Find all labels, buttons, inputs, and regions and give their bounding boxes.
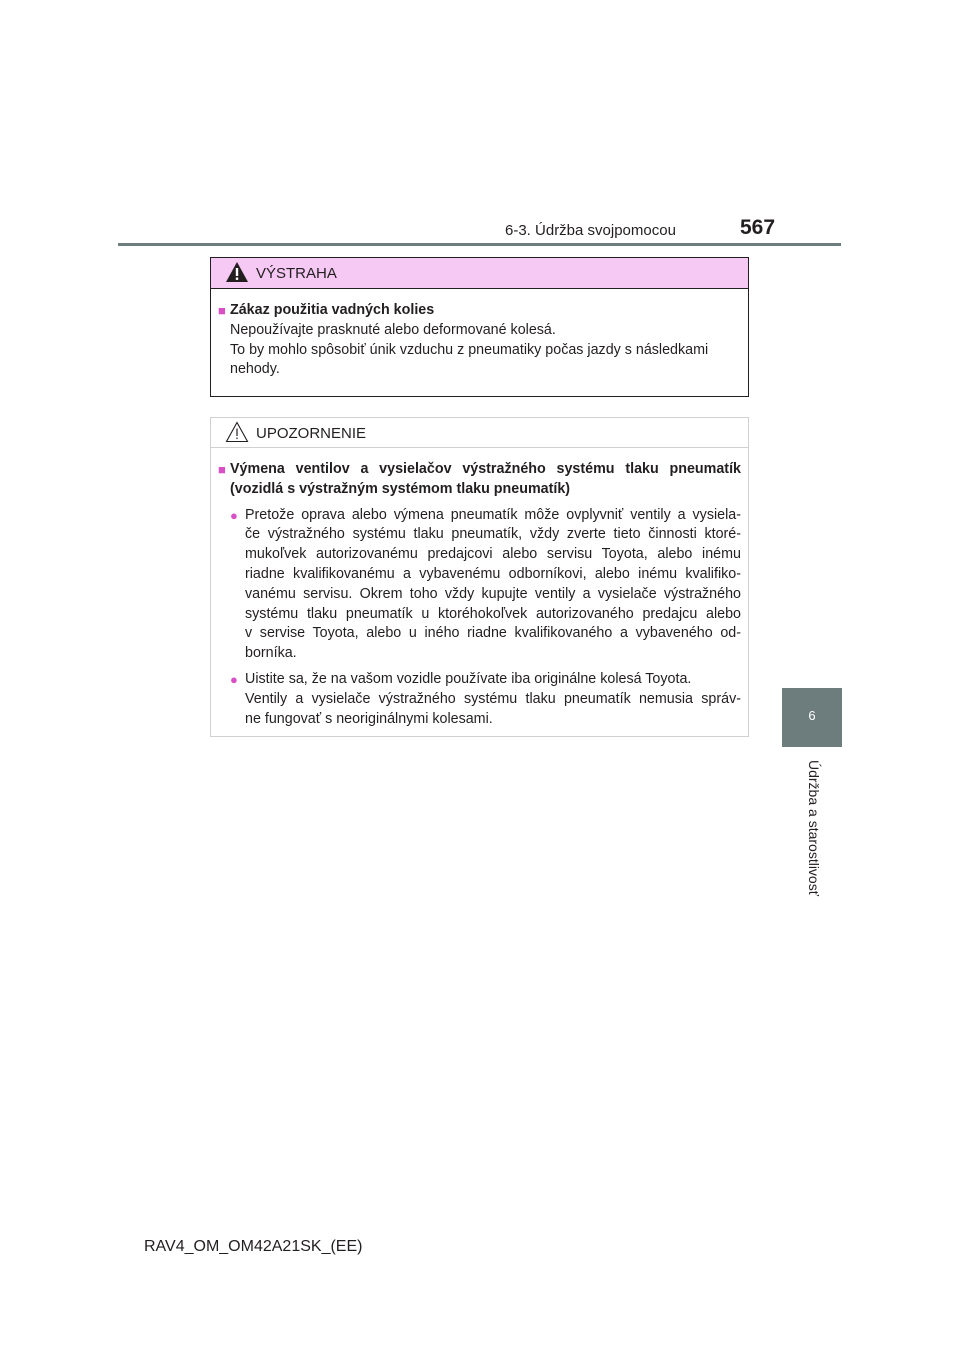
bullet-line: Ventily a vysielače výstražného systému tlaku pneumatík nemusia správ- [245,690,741,707]
page-number: 567 [740,216,776,239]
warning-line: nehody. [230,361,280,378]
bullet-line: Uistite sa, že na vašom vozidle používate iba originálne kolesá Toyota. [245,670,692,687]
warning-heading [218,301,741,321]
warning-heading-text: Zákaz použitia vadných kolies [230,302,435,318]
caution-bullet-1 [218,506,741,664]
caution-title: UPOZORNENIE [256,425,367,442]
bullet-line: v servise Toyota, alebo u iného riadne kvalifikovaného a vybaveného od- [245,625,741,642]
bullet-line: systému tlaku pneumatík u ktoréhokoľvek autorizovaného predajcu alebo [245,605,741,622]
warning-box [210,257,749,397]
warning-triangle-icon [225,261,249,283]
square-bullet-icon: ■ [218,303,226,318]
bullet-line: mukoľvek autorizovanému predajcovi alebo servisu Toyota, alebo inému [245,546,741,563]
caution-heading-line: (vozidlá s výstražným systémom tlaku pneumatík) [230,480,571,497]
warning-body [211,289,748,380]
caution-box [210,417,749,737]
caution-bullet-2 [218,670,741,729]
dot-bullet-icon: ● [230,671,238,687]
manual-code: RAV4_OM_OM42A21SK_(EE) [144,1238,363,1255]
square-bullet-icon: ■ [218,462,226,477]
warning-line: To by mohlo spôsobiť únik vzduchu z pneumatiky počas jazdy s následkami [230,341,709,358]
dot-bullet-icon: ● [230,507,238,523]
warning-line: Nepoužívajte prasknuté alebo deformované kolesá. [230,321,556,338]
section-title: 6-3. Údržba svojpomocou [505,222,676,239]
warning-header [211,258,748,289]
caution-body [211,448,748,729]
chapter-number: 6 [808,708,816,723]
bullet-line: borníka. [245,645,297,662]
bullet-line: riadne kvalifikovanému a vybavenému odborníkovi, alebo inému kvalifiko- [245,565,741,582]
warning-title: VÝSTRAHA [256,265,337,282]
chapter-label: Údržba a starostlivosť [806,760,822,896]
caution-header [211,418,748,448]
chapter-tab [782,688,842,747]
warning-text [218,321,741,380]
bullet-line: ne fungovať s neoriginálnymi kolesami. [245,710,493,727]
header-divider [118,243,841,246]
caution-heading [218,460,741,500]
bullet-line: če výstražného systému tlaku pneumatík, vždy zverte tieto činnosti ktoré- [245,526,741,543]
caution-heading-line: Výmena ventilov a vysielačov výstražného systému tlaku pneumatík [230,461,741,477]
bullet-line: Pretože oprava alebo výmena pneumatík môže ovplyvniť ventily a vysiela- [245,506,741,523]
bullet-line: vanému servisu. Okrem toho vždy kupujte ventily a vysielače výstražného [245,585,741,602]
caution-triangle-icon [225,421,249,443]
